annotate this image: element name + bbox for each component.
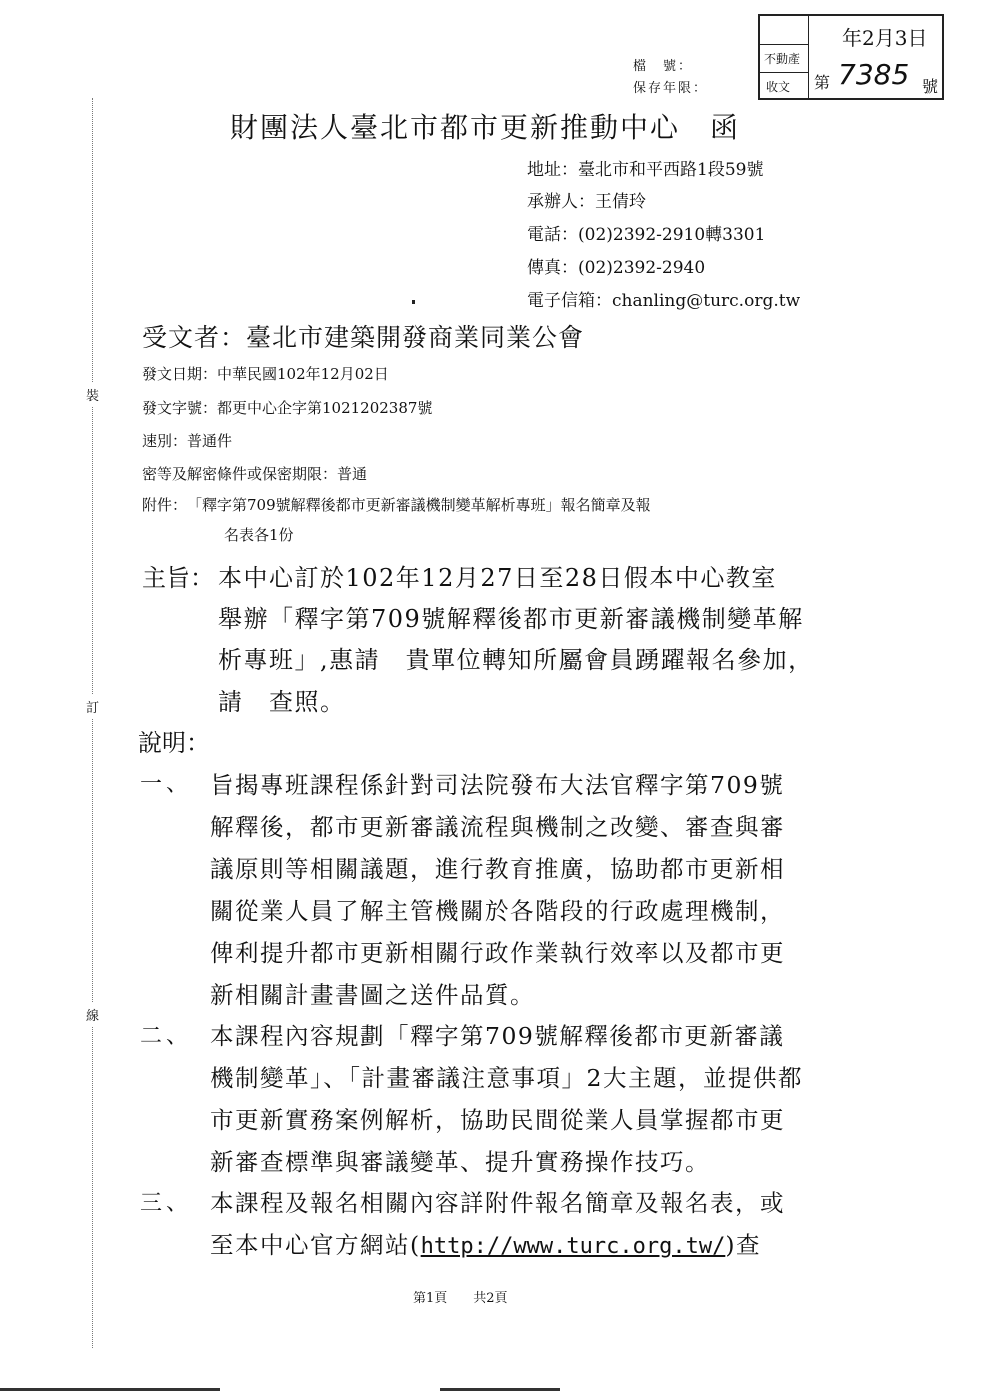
- description-label: 說明：: [138, 729, 210, 757]
- attachment-line-1: 附件： 「釋字第709號解釋後都市更新審議機制變革解析專班」報名簡章及報: [142, 496, 651, 514]
- item-1-line-1: 旨揭專班課程係針對司法院發布大法官釋字第709號: [210, 771, 785, 799]
- item-number-2: 二、: [140, 1024, 193, 1049]
- item-number-1: 一、: [140, 772, 193, 797]
- item-1-line-4: 關從業人員了解主管機關於各階段的行政處理機制，: [210, 897, 785, 925]
- binding-mark-middle: 訂: [86, 695, 99, 718]
- stamp-number-suffix: 號: [922, 77, 939, 96]
- item-1-line-2: 解釋後，都市更新審議流程與機制之改變、審查與審: [210, 813, 785, 841]
- scan-edge-noise: [440, 1388, 560, 1391]
- subject-label: 主旨：: [142, 564, 214, 592]
- item-3-line-2-prefix: 至本中心官方網站(: [210, 1231, 421, 1259]
- item-1-line-3: 議原則等相關議題，進行教育推廣，協助都市更新相: [210, 855, 785, 883]
- subject-line-4: 請 查照。: [218, 688, 346, 716]
- contact-fax: 傳真：(02)2392-2940: [527, 258, 706, 278]
- item-2-line-2: 機制變革」、「計畫審議注意事項」2大主題，並提供都: [210, 1064, 803, 1092]
- item-1-line-6: 新相關計畫書圖之送件品質。: [210, 981, 535, 1009]
- item-3-line-2: [210, 1226, 761, 1260]
- file-number-label: 檔 號：: [633, 59, 694, 74]
- security-level: 密等及解密條件或保密期限：普通: [142, 465, 368, 483]
- contact-phone: 電話：(02)2392-2910轉3301: [527, 225, 766, 245]
- item-2-line-3: 市更新實務案例解析，協助民間從業人員掌握都市更: [210, 1106, 785, 1134]
- item-1-line-5: 俾利提升都市更新相關行政作業執行效率以及都市更: [210, 939, 785, 967]
- received-stamp: [758, 14, 944, 100]
- subject-line-3: 析專班」,惠請 貴單位轉知所屬會員踴躍報名參加，: [218, 646, 814, 674]
- contact-email: 電子信箱：chanling@turc.org.tw: [527, 291, 801, 311]
- attachment-line-2: 名表各1份: [224, 526, 294, 544]
- item-number-3: 三、: [140, 1191, 193, 1216]
- subject-line-2: 舉辦「釋字第709號解釋後都市更新審議機制變革解: [218, 605, 804, 633]
- item-2-line-1: 本課程內容規劃「釋字第709號解釋後都市更新審議: [210, 1022, 785, 1050]
- issue-date: 發文日期：中華民國102年12月02日: [142, 365, 389, 383]
- official-website-link[interactable]: http://www.turc.org.tw/: [420, 1234, 726, 1259]
- stamp-department: 不動產: [764, 52, 801, 66]
- retention-period-label: 保存年限：: [633, 81, 709, 96]
- binding-mark-bottom: 線: [86, 1003, 99, 1026]
- recipient: 受文者：臺北市建築開發商業同業公會: [142, 323, 585, 352]
- binding-margin-line: [92, 98, 93, 1348]
- delivery-speed: 速別：普通件: [142, 432, 233, 450]
- stamp-doc-type: 收文: [766, 80, 791, 94]
- item-2-line-4: 新審查標準與審議變革、提升實務操作技巧。: [210, 1148, 710, 1176]
- page-number: 第1頁 共2頁: [413, 1291, 508, 1306]
- item-3-line-1: 本課程及報名相關內容詳附件報名簡章及報名表，或: [210, 1189, 785, 1217]
- document-number: 發文字號：都更中心企字第1021202387號: [142, 399, 433, 417]
- stamp-number: 7385: [838, 58, 910, 91]
- contact-address: 地址：臺北市和平西路1段59號: [527, 160, 764, 180]
- scan-edge-noise: [0, 1388, 220, 1391]
- organization-title: 財團法人臺北市都市更新推動中心 函: [230, 111, 741, 144]
- stamp-date: 年2月3日: [842, 26, 928, 50]
- scan-speck: [412, 300, 415, 304]
- contact-handler: 承辦人：王倩玲: [527, 192, 646, 212]
- item-3-line-2-suffix: )查: [725, 1231, 761, 1259]
- subject-line-1: 本中心訂於102年12月27日至28日假本中心教室: [218, 564, 777, 592]
- stamp-number-prefix: 第: [814, 73, 831, 92]
- binding-mark-top: 裝: [86, 383, 99, 406]
